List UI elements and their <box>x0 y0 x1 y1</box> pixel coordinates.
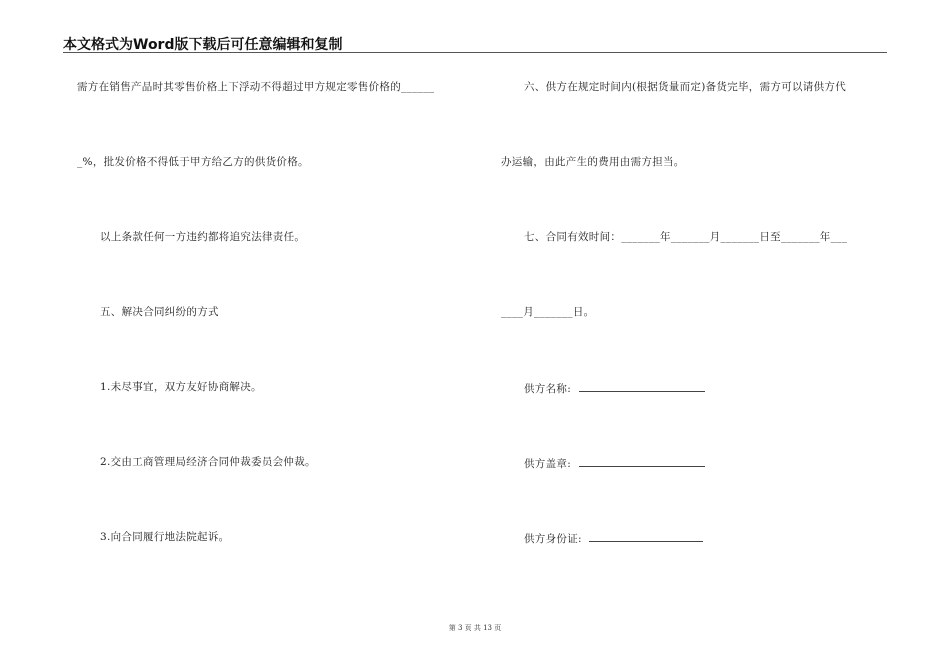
right-line-2: 办运输，由此产生的费用由需方担当。 <box>501 156 685 168</box>
supplier-seal-label: 供方盖章: <box>524 458 572 470</box>
section-five-heading: 五、解决合同纠纷的方式 <box>100 306 219 318</box>
dispute-option-1: 1.未尽事宜，双方友好协商解决。 <box>100 381 262 393</box>
left-line-3: 以上条款任何一方违约都将追究法律责任。 <box>100 231 306 243</box>
supplier-seal-field[interactable] <box>579 455 705 467</box>
right-line-1: 六、供方在规定时间内(根据货量而定)备货完毕，需方可以请供方代 <box>524 81 846 93</box>
supplier-id-label: 供方身份证: <box>524 533 582 545</box>
contract-validity-line-cont: ____月_______日。 <box>501 306 595 318</box>
supplier-id-field[interactable] <box>589 530 703 542</box>
dispute-option-3: 3.向合同履行地法院起诉。 <box>100 531 230 543</box>
supplier-id-row <box>524 530 703 546</box>
contract-validity-line: 七、合同有效时间：_______年_______月_______日至_______年___ <box>524 231 848 243</box>
supplier-name-field[interactable] <box>579 380 705 392</box>
left-line-2: _%，批发价格不得低于甲方给乙方的供货价格。 <box>77 156 309 168</box>
left-line-1: 需方在销售产品时其零售价格上下浮动不得超过甲方规定零售价格的______ <box>77 81 435 93</box>
page-number: 第 3 页 共 13 页 <box>448 624 502 632</box>
supplier-name-label: 供方名称: <box>524 383 572 395</box>
supplier-name-row <box>524 380 705 396</box>
supplier-seal-row <box>524 455 705 471</box>
document-header-title: 本文格式为Word版下载后可任意编辑和复制 <box>63 37 343 53</box>
header-divider <box>63 52 887 53</box>
dispute-option-2: 2.交由工商管理局经济合同仲裁委员会仲裁。 <box>100 456 316 468</box>
